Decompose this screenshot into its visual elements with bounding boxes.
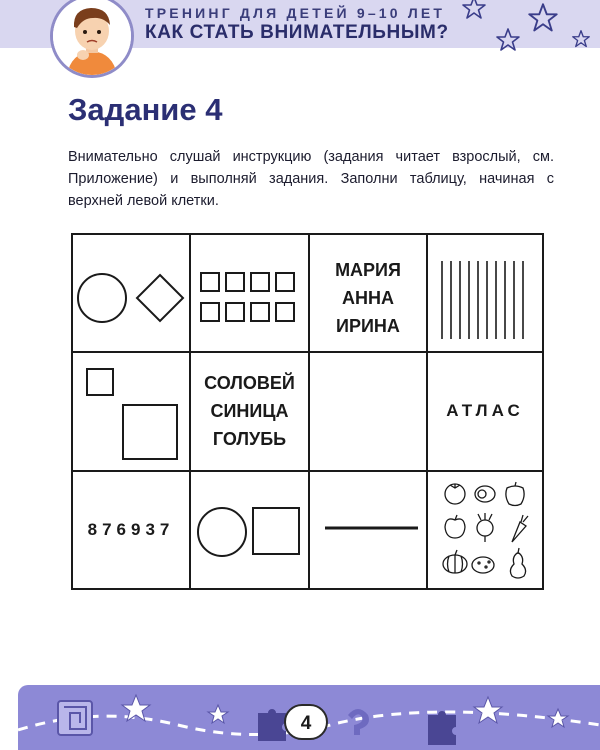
grid-cell-r1c4[interactable] bbox=[428, 235, 542, 353]
horizontal-line-shape bbox=[310, 472, 426, 588]
number-sequence: 876937 bbox=[87, 520, 175, 539]
grid-cell-r2c4[interactable] bbox=[428, 353, 542, 472]
beet-icon bbox=[477, 513, 493, 542]
carrot-icon bbox=[512, 515, 528, 542]
star-icon bbox=[496, 28, 520, 52]
two-squares-shapes bbox=[73, 353, 189, 472]
bird-word: СОЛОВЕЙ bbox=[204, 373, 295, 393]
lemon-icon bbox=[475, 486, 495, 502]
bird-word: СИНИЦА bbox=[210, 401, 289, 421]
bird-word: ГОЛУБЬ bbox=[212, 429, 287, 449]
names-list bbox=[310, 256, 426, 340]
vegetables-fruits-icons bbox=[428, 472, 542, 588]
grid-cell-r1c3[interactable] bbox=[310, 235, 428, 353]
avatar bbox=[50, 0, 134, 78]
question-mark-icon bbox=[348, 709, 369, 735]
birds-list bbox=[191, 369, 308, 453]
potato-icon bbox=[472, 557, 494, 573]
task-instructions: Внимательно слушай инструкцию (задания читает взрослый, см. Приложение) и выполняй задания. Заполни таблицу, начиная с верхней левой клетки. bbox=[68, 149, 554, 209]
grid-cell-r3c4[interactable] bbox=[428, 472, 542, 588]
circle-and-square-shapes bbox=[191, 472, 308, 588]
task-grid bbox=[71, 233, 544, 590]
star-icon bbox=[572, 30, 590, 48]
atlas-word: АТЛАС bbox=[446, 401, 524, 420]
header-subtitle: ТРЕНИНГ ДЛЯ ДЕТЕЙ 9–10 ЛЕТ bbox=[145, 5, 446, 21]
name-word: ИРИНА bbox=[336, 316, 400, 336]
grid-cell-r3c3[interactable] bbox=[310, 472, 428, 588]
maze-icon bbox=[58, 701, 92, 735]
apple-icon bbox=[445, 515, 465, 538]
puzzle-icon bbox=[258, 709, 286, 741]
tomato-icon bbox=[445, 484, 465, 504]
grid-cell-r2c1[interactable] bbox=[73, 353, 191, 472]
grid-cell-r2c3-empty[interactable] bbox=[310, 353, 428, 472]
grid-cell-r2c2[interactable] bbox=[191, 353, 310, 472]
page-number: 4 bbox=[284, 704, 328, 740]
bell-pepper-icon bbox=[506, 482, 524, 506]
header-title: КАК СТАТЬ ВНИМАТЕЛЬНЫМ? bbox=[145, 22, 449, 43]
small-squares-shapes bbox=[191, 235, 308, 353]
circle-and-diamond-shapes bbox=[73, 235, 189, 353]
grid-cell-r1c1[interactable] bbox=[73, 235, 191, 353]
pear-icon bbox=[510, 548, 525, 578]
task-title: Задание 4 bbox=[68, 92, 223, 127]
name-word: МАРИЯ bbox=[335, 260, 401, 280]
grid-cell-r1c2[interactable] bbox=[191, 235, 310, 353]
pumpkin-icon bbox=[443, 550, 467, 573]
grid-cell-r3c2[interactable] bbox=[191, 472, 310, 588]
puzzle-icon bbox=[428, 711, 456, 745]
star-icon bbox=[528, 3, 558, 33]
vertical-lines-shapes bbox=[428, 235, 542, 353]
grid-cell-r3c1[interactable] bbox=[73, 472, 191, 588]
name-word: АННА bbox=[342, 288, 394, 308]
star-icon bbox=[462, 0, 486, 20]
